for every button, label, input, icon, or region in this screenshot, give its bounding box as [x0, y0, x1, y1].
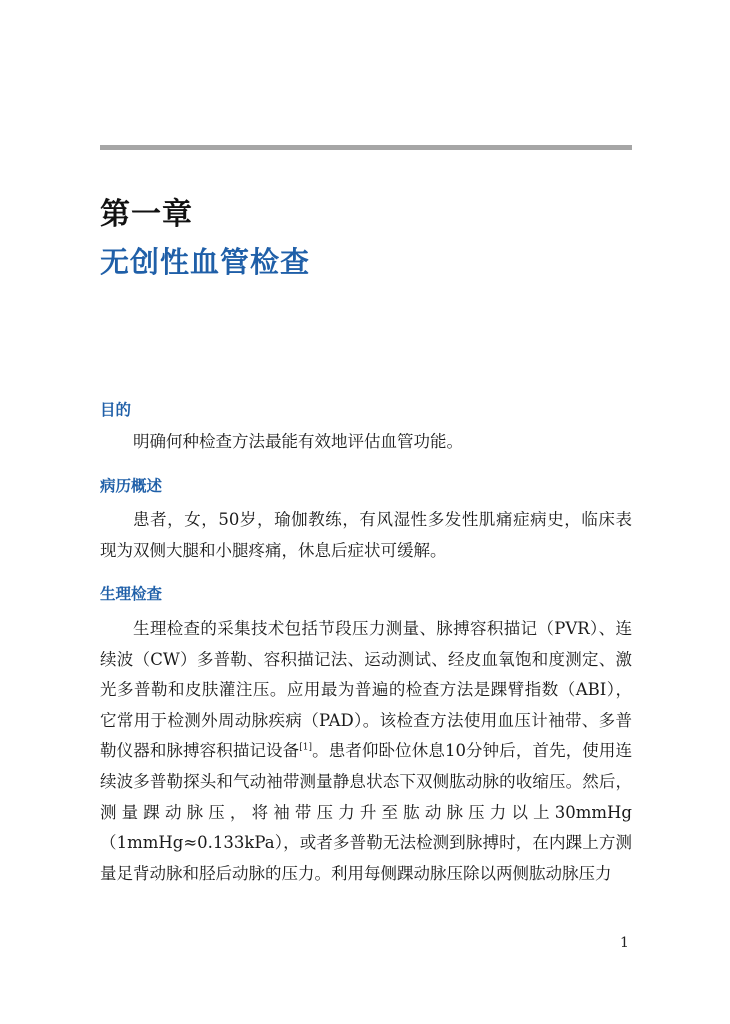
chapter-title: 无创性血管检查 [100, 245, 311, 279]
chapter-number: 第一章 [100, 197, 193, 232]
chapter-divider-rule [100, 145, 632, 150]
paragraph-text-part: 生理检查的采集技术包括节段压力测量、脉搏容积描记（PVR）、连续波（CW）多普勒、容积描记法、运动测试、经皮血氧饱和度测定、激光多普勒和皮肤灌注压。应用最为普遍的检查方法是踝臂指数（ABI），它常用于检测外周动脉疾病（PAD）。该检查方法使用血压计袖带、多普勒仪器和脉搏容积描记设备 [100, 619, 632, 761]
section-heading-physiologic-exam: 生理检查 [100, 585, 163, 603]
paragraph-text-part: 。患者仰卧位休息10分钟后，首先，使用连续波多普勒探头和气动袖带测量静息状态下双侧肱动脉的收缩压。然后，测量踝动脉压，将袖带压力升至肱动脉压力以上30mmHg（1mmHg≈0.133kPa），或者多普勒无法检测到脉搏时，在内踝上方测量足背动脉和胫后动脉的压力。利用每侧踝动脉压除以两侧肱动脉压力 [100, 741, 633, 883]
paragraph-case-summary: 患者，女，50岁，瑜伽教练，有风湿性多发性肌痛症病史，临床表现为双侧大腿和小腿疼痛，休息后症状可缓解。 [100, 510, 632, 560]
page-number: 1 [620, 935, 629, 951]
section-heading-case-summary: 病历概述 [100, 477, 163, 495]
paragraph-physiologic-exam [100, 614, 632, 889]
citation-reference: [1] [299, 742, 313, 753]
section-heading-purpose: 目的 [100, 401, 132, 419]
paragraph-purpose: 明确何种检查方法最能有效地评估血管功能。 [133, 432, 463, 451]
